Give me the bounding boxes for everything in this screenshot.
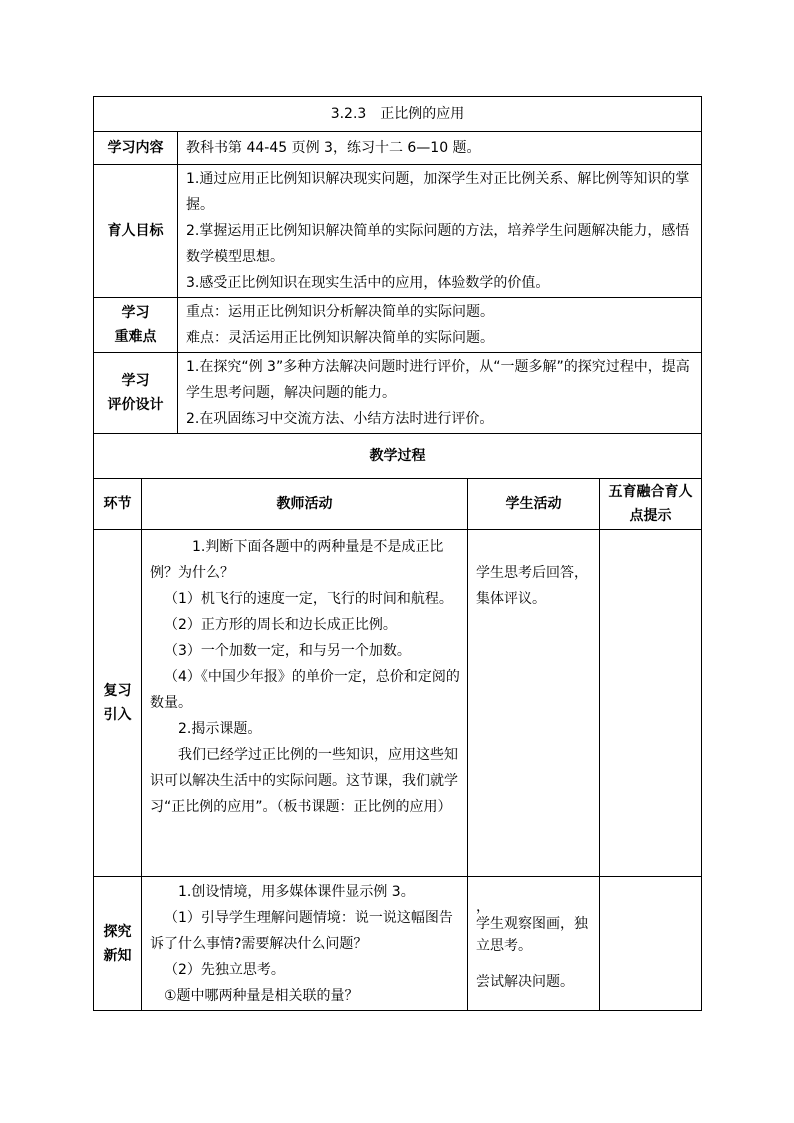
review-teacher bbox=[142, 530, 468, 877]
review-item: （1）机飞行的速度一定，飞行的时间和航程。 bbox=[164, 591, 453, 607]
review-item: （2）正方形的周长和边长成正比例。 bbox=[164, 617, 397, 633]
explore-student bbox=[468, 877, 600, 1011]
explore-teacher bbox=[142, 877, 468, 1011]
col-student: 学生活动 bbox=[468, 479, 600, 530]
stage-explore-line2: 新知 bbox=[103, 947, 132, 964]
evaluation-item: 1.在探究“例 3”多种方法解决问题时进行评价，从“一题多解”的探究过程中，提高学生思考问题，解决问题的能力。 bbox=[186, 359, 690, 401]
lesson-plan bbox=[93, 96, 701, 1011]
goal-item: 1.通过应用正比例知识解决现实问题，加深学生对正比例关系、解比例等知识的掌握。 bbox=[186, 171, 690, 213]
evaluation-text bbox=[178, 353, 702, 434]
explore-item: （2）先独立思考。 bbox=[164, 962, 285, 978]
review-tips bbox=[600, 530, 702, 877]
explore-student-mark: ， bbox=[476, 899, 490, 915]
review-item: 1.判断下面各题中的两种量是不是成正比例？为什么？ bbox=[150, 539, 444, 581]
stage-review-line1: 复习 bbox=[103, 683, 132, 699]
difficulty-label-line2: 重难点 bbox=[114, 329, 157, 345]
difficulty-item: 难点：灵活运用正比例知识解决简单的实际问题。 bbox=[186, 330, 494, 346]
evaluation-item: 2.在巩固练习中交流方法、小结方法时进行评价。 bbox=[186, 411, 494, 427]
stage-explore-line1: 探究 bbox=[103, 923, 132, 940]
review-item: （3）一个加数一定，和与另一个加数。 bbox=[164, 643, 411, 659]
review-item: 我们已经学过正比例的一些知识，应用这些知识可以解决生活中的实际问题。这节课，我们就学习“正比例的应用”。（板书课题：正比例的应用） bbox=[150, 747, 458, 815]
difficulty-text bbox=[178, 298, 702, 353]
evaluation-label bbox=[94, 353, 178, 434]
goal-item: 3.感受正比例知识在现实生活中的应用，体验数学的价值。 bbox=[186, 275, 550, 291]
stage-review-line2: 引入 bbox=[103, 707, 132, 723]
stage-review bbox=[94, 530, 142, 877]
review-item: （4）《中国少年报》的单价一定，总价和定阅的数量。 bbox=[150, 669, 460, 711]
review-student: 学生思考后回答，集体评议。 bbox=[468, 530, 600, 877]
col-teacher: 教师活动 bbox=[142, 479, 468, 530]
goals-text bbox=[178, 165, 702, 298]
col-tips: 五育融合育人点提示 bbox=[600, 479, 702, 530]
content-label: 学习内容 bbox=[94, 132, 178, 165]
difficulty-item: 重点：运用正比例知识分析解决简单的实际问题。 bbox=[186, 304, 494, 320]
explore-student-2: 尝试解决问题。 bbox=[476, 974, 574, 990]
col-stage: 环节 bbox=[94, 479, 142, 530]
lesson-table bbox=[93, 96, 702, 1011]
explore-item: ①题中哪两种量是相关联的量？ bbox=[164, 988, 359, 1004]
process-title: 教学过程 bbox=[94, 434, 702, 479]
explore-student-1: 学生观察图画，独立思考。 bbox=[476, 916, 588, 954]
review-item: 2.揭示课题。 bbox=[178, 721, 262, 737]
explore-item: （1）引导学生理解问题情境：说一说这幅图告诉了什么事情?需要解决什么问题？ bbox=[150, 910, 453, 952]
evaluation-label-line1: 学习 bbox=[121, 373, 150, 389]
stage-explore bbox=[94, 877, 142, 1011]
goals-label: 育人目标 bbox=[94, 165, 178, 298]
lesson-title: 3.2.3 正比例的应用 bbox=[94, 97, 702, 132]
difficulty-label bbox=[94, 298, 178, 353]
explore-tips bbox=[600, 877, 702, 1011]
difficulty-label-line1: 学习 bbox=[121, 305, 150, 321]
explore-item: 1.创设情境，用多媒体课件显示例 3。 bbox=[178, 884, 415, 900]
evaluation-label-line2: 评价设计 bbox=[107, 397, 164, 413]
goal-item: 2.掌握运用正比例知识解决简单的实际问题的方法，培养学生问题解决能力，感悟数学模型思想。 bbox=[186, 223, 690, 265]
content-text: 教科书第 44-45 页例 3，练习十二 6—10 题。 bbox=[178, 132, 702, 165]
